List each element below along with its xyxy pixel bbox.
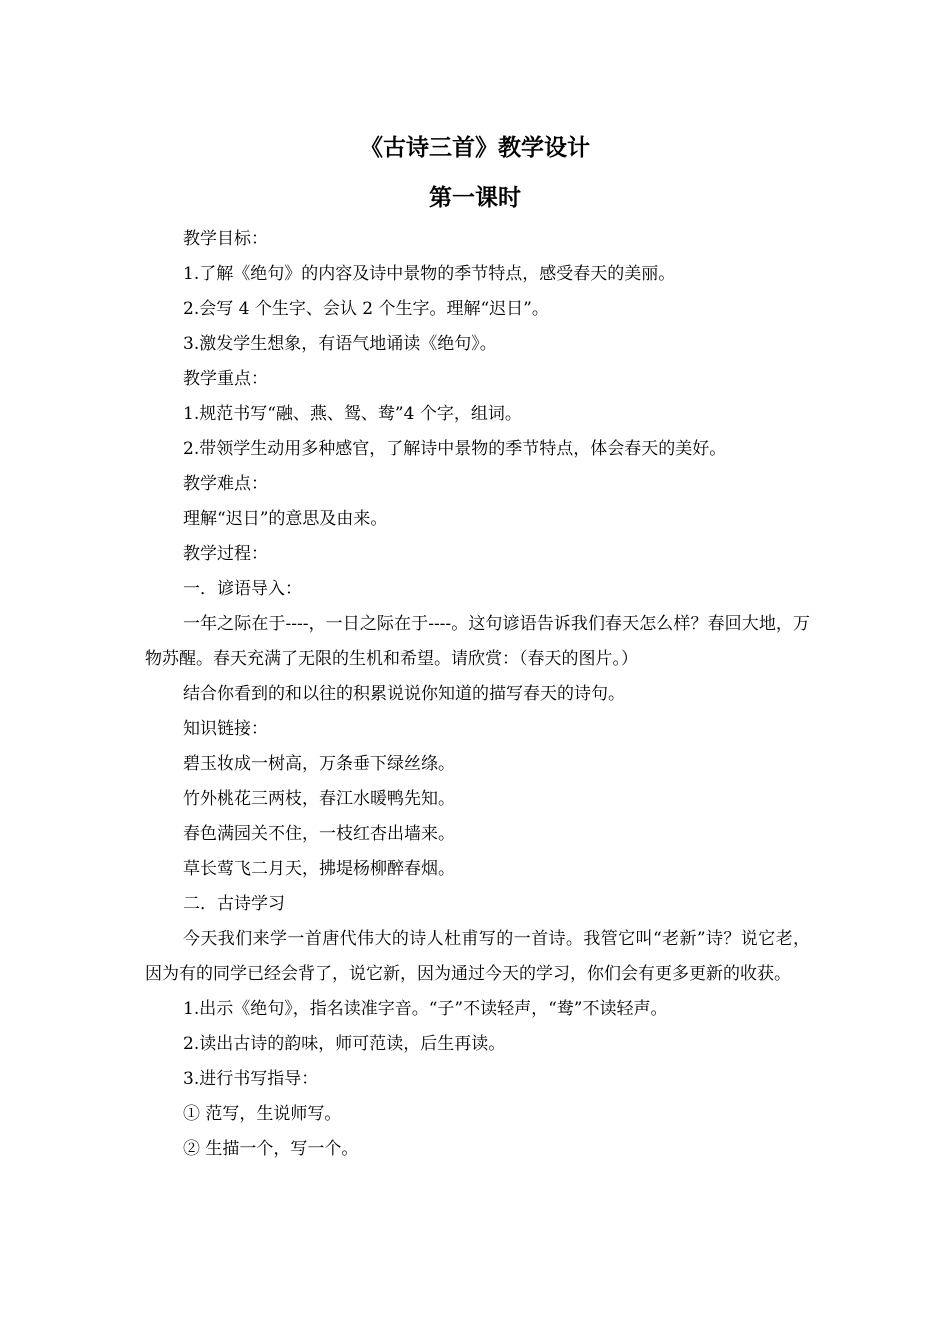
document-body	[145, 222, 810, 1167]
section-2-heading: 二．古诗学习	[183, 894, 285, 914]
heading-difficulties: 教学难点：	[183, 474, 268, 494]
section-1-heading: 一．谚语导入：	[183, 579, 302, 599]
poem-line-2: 竹外桃花三两枝，春江水暖鸭先知。	[183, 789, 455, 809]
key-point-1: 1.规范书写“融、燕、鸳、鸯”4 个字，组词。	[183, 404, 522, 424]
discussion-prompt: 结合你看到的和以往的积累说说你知道的描写春天的诗句。	[183, 684, 625, 704]
poem-line-4: 草长莺飞二月天，拂堤杨柳醉春烟。	[183, 859, 455, 879]
heading-key-points: 教学重点：	[183, 369, 268, 389]
key-point-2: 2.带领学生动用多种感官，了解诗中景物的季节特点，体会春天的美好。	[183, 439, 727, 459]
document-title: 《古诗三首》教学设计	[360, 135, 590, 161]
step-3: 3.进行书写指导：	[183, 1069, 319, 1089]
substep-2: ② 生描一个，写一个。	[183, 1139, 359, 1159]
step-1: 1.出示《绝句》，指名读准字音。“子”不读轻声，“鸯”不读轻声。	[183, 999, 668, 1019]
poem-line-3: 春色满园关不住，一枝红杏出墙来。	[183, 824, 455, 844]
substep-1: ① 范写，生说师写。	[183, 1104, 342, 1124]
knowledge-link-heading: 知识链接：	[183, 719, 268, 739]
step-2: 2.读出古诗的韵味，师可范读，后生再读。	[183, 1034, 506, 1054]
heading-process: 教学过程：	[183, 544, 268, 564]
poem-intro-paragraph: 今天我们来学一首唐代伟大的诗人杜甫写的一首诗。我管它叫“老新”诗？说它老，因为有的同学已经会背了，说它新，因为通过今天的学习，你们会有更多更新的收获。	[145, 929, 810, 984]
heading-teaching-goals: 教学目标：	[183, 229, 268, 249]
goal-item-1: 1.了解《绝句》的内容及诗中景物的季节特点，感受春天的美丽。	[183, 264, 676, 284]
poem-line-1: 碧玉妆成一树高，万条垂下绿丝绦。	[183, 754, 455, 774]
lesson-subtitle: 第一课时	[429, 185, 521, 211]
goal-item-2: 2.会写 4 个生字、会认 2 个生字。理解“迟日”。	[183, 299, 549, 319]
difficulty-item: 理解“迟日”的意思及由来。	[183, 509, 388, 529]
goal-item-3: 3.激发学生想象，有语气地诵读《绝句》。	[183, 334, 497, 354]
intro-paragraph: 一年之际在于----，一日之际在于----。这句谚语告诉我们春天怎么样？春回大地，万物苏醒。春天充满了无限的生机和希望。请欣赏：（春天的图片。）	[145, 614, 810, 669]
